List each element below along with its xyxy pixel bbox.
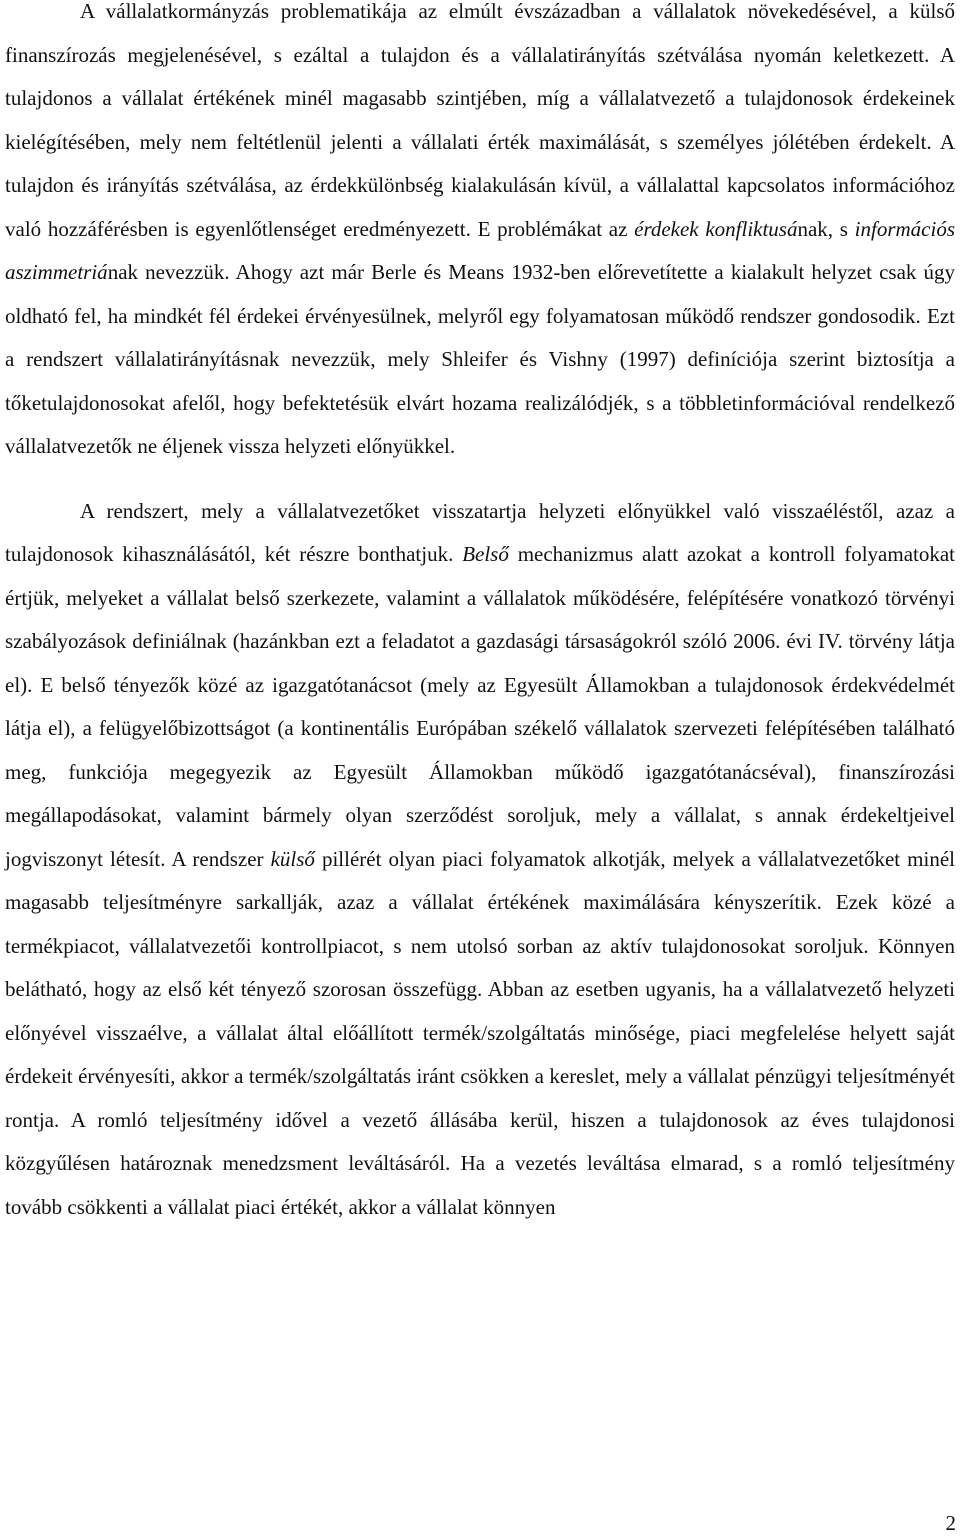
paragraph-1-italic-asymmetry: információs aszimmetriá [5,216,955,284]
paragraph-2-text-c: pillérét olyan piaci folyamatok alkotják, melyek a vállalatvezetőket minél magasabb teljesítményre sarkallják, azaz a vállalat értékének maximálására kényszerítik. Ezek közé a termékpiacot, vállalatvezetői kontrollpiacot, s nem utolsó sorban az aktív tulajdonosokat soroljuk. Könnyen belátható, hogy az első két tényező szorosan összefügg. Abban az esetben ugyanis, ha a vállalatvezető helyzeti előnyével visszaélve, a vállalat által előállított termék/szolgáltatás minősége, piaci megfelelése helyett saját érdekeit érvényesíti, akkor a termék/szolgáltatás iránt csökken a kereslet, mely a vállalat pénzügyi teljesítményét rontja. A romló teljesítmény idővel a vezető állásába kerül, hiszen a tulajdonosok az éves tulajdonosi közgyűlésen határoznak menedzsment leváltásáról. Ha a vezetés leváltása elmarad, s a romló teljesítmény tovább csökkenti a vállalat piaci értékét, akkor a vállalat könnyen [5,846,955,1219]
paragraph-gap [5,469,955,490]
document-page [5,0,955,1229]
paragraph-1-text-b: nak, s [797,216,855,241]
paragraph-1-text-a: A vállalatkormányzás problematikája az elmúlt évszázadban a vállalatok növekedésével, a külső finanszírozás megjelenésével, s ezáltal a tulajdon és a vállalatirányítás szétválása nyomán keletkezett. A tulajdonos a vállalat értékének minél magasabb szintjében, míg a vállalatvezető a tulajdonosok érdekeinek kielégítésében, mely nem feltétlenül jelenti a vállalati érték maximálását, s személyes jólétében érdekelt. A tulajdon és irányítás szétválása, az érdekkülönbség kialakulásán kívül, a vállalattal kapcsolatos információhoz való hozzáférésben is egyenlőtlenséget eredményezett. E problémákat az [5,0,955,241]
page-number: 2 [945,1511,956,1535]
paragraph-2-italic-external: külső [270,846,315,871]
paragraph-1 [5,0,955,469]
paragraph-2-italic-internal: Belső [462,542,509,566]
paragraph-2 [5,490,955,1230]
paragraph-2-text-b: mechanizmus alatt azokat a kontroll folyamatokat értjük, melyeket a vállalat belső szerkezete, valamint a vállalatok működésére, felépítésére vonatkozó törvényi szabályozások definiálnak (hazánkban ezt a feladatot a gazdasági társaságokról szóló 2006. évi IV. törvény látja el). E belső tényezők közé az igazgatótanácsot (mely az Egyesült Államokban a tulajdonosok érdekvédelmét látja el), a felügyelőbizottságot (a kontinentális Európában székelő vállalatok szervezeti felépítésében található meg, funkciója megegyezik az Egyesült Államokban működő igazgatótanácséval), finanszírozási megállapodásokat, valamint bármely olyan szerződést soroljuk, mely a vállalat, s annak érdekeltjeivel jogviszonyt létesít. A rendszer [5,542,956,871]
paragraph-1-text-c: nak nevezzük. Ahogy azt már Berle és Means 1932-ben előrevetítette a kialakult helyzet csak úgy oldható fel, ha mindkét fél érdekei érvényesülnek, melyről egy folyamatosan működő rendszer gondosodik. Ezt a rendszert vállalatirányításnak nevezzük, mely Shleifer és Vishny (1997) definíciója szerint biztosítja a tőketulajdonosokat afelől, hogy befektetésük elvárt hozama realizálódjék, s a többletinformációval rendelkező vállalatvezetők ne éljenek vissza helyzeti előnyükkel. [5,260,955,458]
paragraph-2-text-a: A rendszert, mely a vállalatvezetőket visszatartja helyzeti előnyükkel való visszaéléstől, azaz a tulajdonosok kihasználásától, két részre bonthatjuk. [5,498,955,566]
paragraph-1-italic-conflict: érdekek konfliktusá [634,216,798,241]
